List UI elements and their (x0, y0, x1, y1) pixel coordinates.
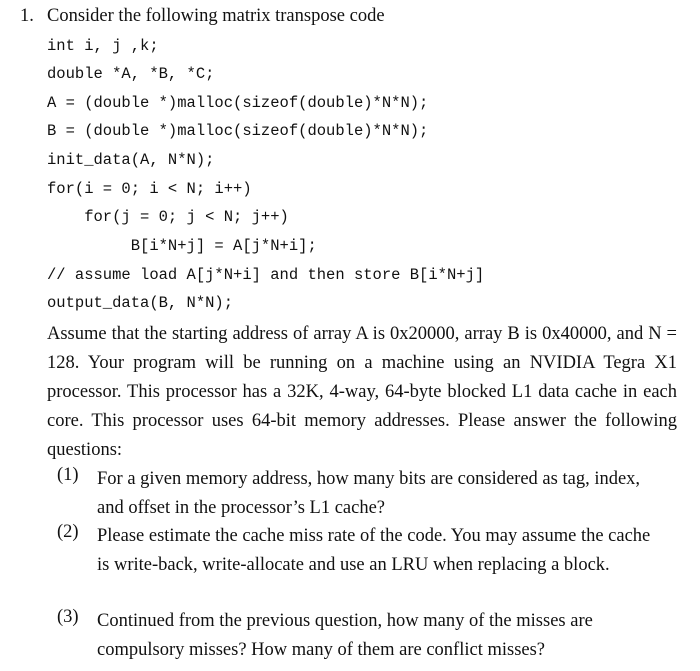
subquestion-number: (1) (57, 465, 79, 485)
subquestion-text: Continued from the previous question, how many of the misses are compulsory misses? How many of them are conflict misses? (97, 611, 593, 660)
code-line: double *A, *B, *C; (47, 65, 215, 83)
code-line: init_data(A, N*N); (47, 151, 215, 169)
subquestion-text: For a given memory address, how many bits are considered as tag, index, and offset in the processor’s L1 cache? (97, 469, 641, 518)
code-line: for(j = 0; j < N; j++) (47, 208, 289, 226)
question-number: 1. (20, 6, 34, 26)
code-line: B[i*N+j] = A[j*N+i]; (47, 237, 317, 255)
problem-description: Assume that the starting address of array A is 0x20000, array B is 0x40000, and N = 128. Your program will be running on a machine using an NVIDIA Tegra X1 processor. This processor has a 32K, 4-way, 64-byte blocked L1 data cache in each core. This processor uses 64-bit memory addresses. Please answer the following questions: (47, 324, 677, 460)
code-line: for(i = 0; i < N; i++) (47, 180, 252, 198)
code-line: A = (double *)malloc(sizeof(double)*N*N); (47, 94, 429, 112)
code-line: B = (double *)malloc(sizeof(double)*N*N); (47, 122, 429, 140)
subquestion-text: Please estimate the cache miss rate of the code. You may assume the cache is write-back, write-allocate and use an LRU when replacing a block. (97, 526, 651, 575)
question-title: Consider the following matrix transpose code (47, 6, 385, 26)
subquestion-number: (2) (57, 522, 79, 542)
code-line: output_data(B, N*N); (47, 294, 234, 312)
code-comment: // assume load A[j*N+i] and then store B[i*N+j] (47, 266, 485, 284)
code-line: int i, j ,k; (47, 37, 159, 55)
subquestion-number: (3) (57, 607, 79, 627)
